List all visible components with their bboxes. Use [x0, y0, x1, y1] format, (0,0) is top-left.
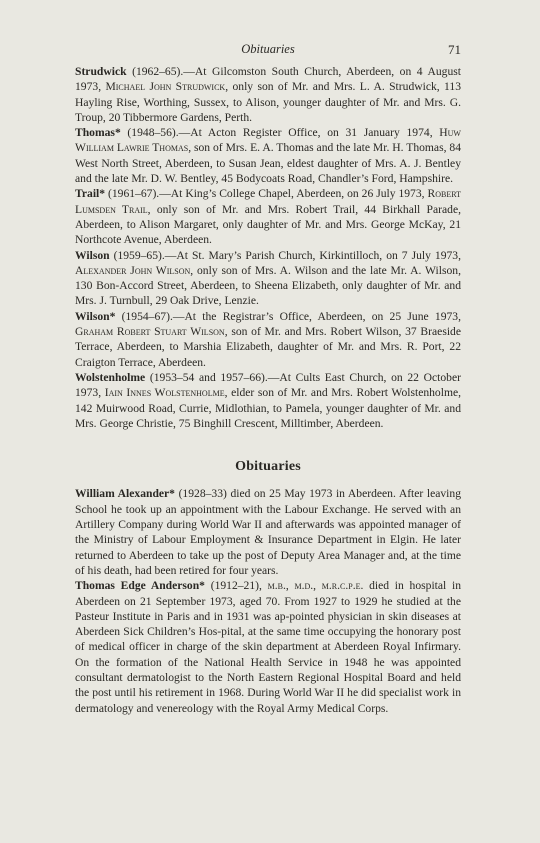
entry-text: —At the Registrar’s Office, Aberdeen, on 25 June 1973, — [172, 309, 461, 323]
entry-dates: (1962–65). — [126, 65, 184, 78]
running-title: Obituaries — [241, 42, 295, 56]
entry-name: William Alexander* — [75, 487, 175, 501]
entry-groom-name: Huw William Lawrie Thomas — [75, 126, 461, 155]
marriage-entry — [75, 370, 461, 431]
entry-groom-name: Graham Robert Stuart Wilson — [75, 325, 225, 339]
obituary-entry — [75, 578, 461, 716]
entry-name: Thomas Edge Anderson* — [75, 579, 205, 593]
entry-text: —At Gilcomston South Church, Aberdeen, on 4 August 1973, — [75, 65, 462, 94]
entry-groom-name: Iain Innes Wolstenholme — [104, 386, 225, 400]
text-column — [75, 64, 461, 716]
marriage-entry — [75, 186, 461, 247]
entry-name: Wolstenholme — [75, 370, 146, 384]
page-number: 71 — [448, 42, 461, 57]
entry-groom-name: Alexander John Wilson — [75, 263, 191, 277]
entry-name: Trail* — [75, 187, 106, 201]
entry-name: Wilson — [75, 248, 110, 262]
entry-text: , son of Mr. and Mrs. Robert Wilson, 37 Braeside Terrace, Aberdeen, to Marshia Elizabeth, daughter of Mr. and Mrs. R. Port, 22 Craigton Terrace, Aberdeen. — [75, 325, 461, 369]
entry-dates: (1953–54 and 1957–66). — [145, 370, 268, 384]
entry-name: Wilson* — [75, 309, 116, 323]
marriage-entry — [75, 309, 461, 370]
entry-groom-name: Robert Lumsden Trail — [75, 187, 461, 216]
entry-dates: (1912–21), — [204, 579, 268, 593]
entry-text: , only son of Mrs. A. Wilson and the late Mr. A. Wilson, 130 Bon-Accord Street, Aberdeen, to Sheena Elizabeth, only daughter of Mr. and Mrs. J. Turnbull, 29 Oak Drive, Lenzie. — [75, 263, 461, 308]
entry-text: —At Acton Register Office, on 31 January 1974, — [178, 126, 440, 140]
entry-text: , son of Mrs. E. A. Thomas and the late Mr. H. Thomas, 84 West North Street, Aberdeen, to Susan Jean, eldest daughter of Mrs. A. J. Bentley and the late Mr. D. W. Bentley, 45 Bodycoats Road, Chandler’s Ford, Hampshire. — [75, 141, 461, 186]
entry-dates: (1959–65). — [109, 248, 165, 262]
entry-text: —At King’s College Chapel, Aberdeen, on 26 July 1973, — [159, 187, 428, 201]
entry-name: Strudwick — [75, 65, 127, 78]
marriage-entry — [75, 248, 461, 309]
entry-text: died in hospital in Aberdeen on 21 September 1973, aged 70. From 1927 to 1929 he studied at the Pasteur Institute in Paris and in 1931 was ap-pointed physician in skin diseases at Aberdeen Sick Children’s Hos-pital, at the same time occupying the honorary post of medical officer in charge of the skin department at Aberdeen Royal Infirmary. On the formation of the National Health Service in 1948 he was appointed consultant dermatologist to the North Eastern Regional Hospital Board and held the post until his retirement in 1968. During World War II he did specialist work in dermatology and venereology with the Royal Army Medical Corps. — [75, 579, 461, 715]
section-heading-obituaries: Obituaries — [235, 459, 301, 475]
marriage-entry — [75, 125, 461, 186]
entry-dates: (1948–56). — [120, 126, 179, 140]
entry-name: Thomas* — [75, 126, 121, 140]
marriage-entry — [75, 64, 461, 125]
entry-groom-name: Michael John Strudwick — [105, 80, 226, 94]
entry-text: , only son of Mr. and Mrs. L. A. Strudwick, 113 Hayling Rise, Worthing, Sussex, to Alison, younger daughter of Mr. and Mrs. G. Troup, 20 Tibbermore Gardens, Perth. — [75, 80, 461, 124]
entry-text: —At Cults East Church, on 22 October 1973, — [75, 370, 461, 400]
entry-degrees: m.b., m.d., m.r.c.p.e. — [267, 579, 364, 593]
entry-text: —At St. Mary’s Parish Church, Kirkintilloch, on 7 July 1973, — [164, 248, 461, 262]
running-head — [75, 40, 461, 58]
obituary-entry — [75, 486, 461, 578]
entry-text: , elder son of Mr. and Mrs. Robert Wolstenholme, 142 Muirwood Road, Currie, Midlothian, to Pamela, younger daughter of Mr. and Mrs. George Christie, 75 Binghill Crescent, Milltimber, Aberdeen. — [75, 386, 462, 430]
entry-text: (1928–33) died on 25 May 1973 in Aberdeen. After leaving School he took up an appointment with the Labour Exchange. He served with an Artillery Company during World War II and afterwards was appointed manager of the Ministry of Labour Employment & Insurance Department in Elgin. He later returned to Aberdeen to take up the post of Deputy Area Manager and, at the time of his death, had been retired for four years. — [75, 487, 461, 577]
entry-text: , only son of Mr. and Mrs. Robert Trail, 44 Birkhall Parade, Aberdeen, to Alison Margaret, only daughter of Mr. and Mrs. George McKay, 21 Northcote Avenue, Aberdeen. — [75, 202, 461, 247]
entry-dates: (1961–67). — [105, 187, 160, 201]
entry-dates: (1954–67). — [115, 309, 173, 323]
